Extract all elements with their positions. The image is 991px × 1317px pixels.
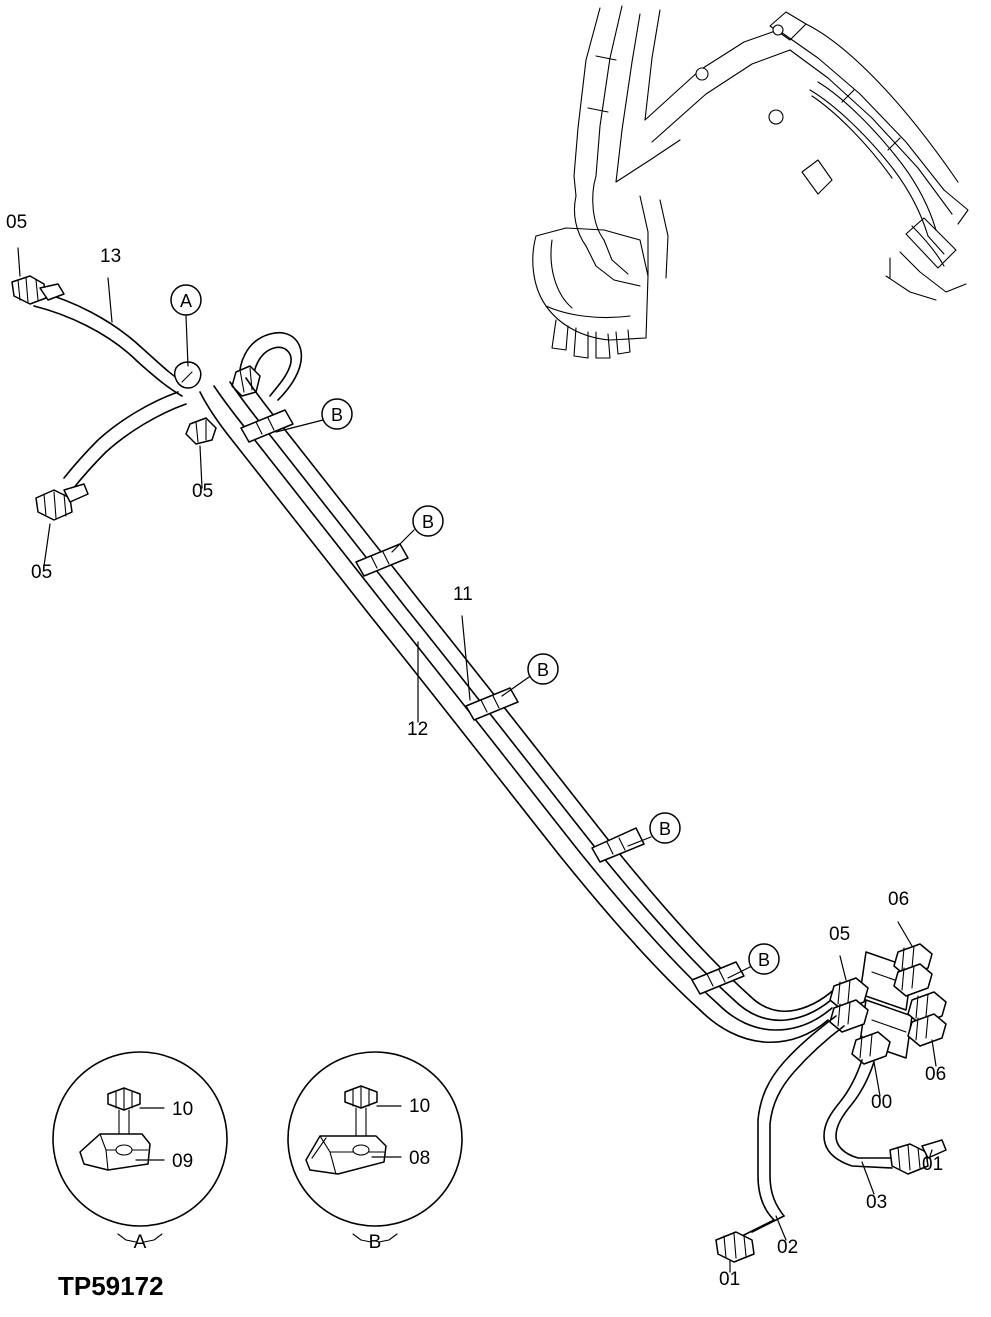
balloon-b-3 <box>528 654 558 684</box>
callout-06-top: 06 <box>888 889 910 910</box>
callout-01-right: 01 <box>922 1154 944 1175</box>
callout-05-top-left: 05 <box>6 212 28 233</box>
detail-a-bolt-label: 10 <box>172 1099 194 1120</box>
hose-clamp <box>592 828 644 862</box>
document-code: TP59172 <box>58 1271 164 1301</box>
balloon-a <box>171 285 201 315</box>
callout-01-bottom: 01 <box>719 1269 741 1290</box>
fitting-bottom <box>852 1032 890 1064</box>
svg-text:B: B <box>757 950 771 970</box>
svg-text:B: B <box>330 405 344 425</box>
callout-12: 12 <box>407 719 429 740</box>
fitting-cluster-top-right <box>894 944 932 996</box>
detail-a-base-label: 09 <box>172 1151 194 1172</box>
excavator-arm-illustration <box>533 6 968 358</box>
detail-a-letter: A <box>133 1232 147 1253</box>
callout-00: 00 <box>871 1092 893 1113</box>
callout-05-lower-left: 05 <box>31 562 53 583</box>
fitting-cluster-right <box>908 992 946 1046</box>
callout-05-mid-left: 05 <box>192 481 214 502</box>
callout-03: 03 <box>866 1192 888 1213</box>
svg-text:A: A <box>179 291 193 311</box>
detail-view-a <box>53 1052 227 1253</box>
detail-b-letter: B <box>368 1232 382 1253</box>
callout-labels <box>6 212 946 1290</box>
lower-tubes <box>716 1016 946 1262</box>
balloon-b-1 <box>322 399 352 429</box>
svg-text:B: B <box>421 512 435 532</box>
valve-manifold <box>830 944 946 1064</box>
hose-clamp <box>356 544 408 576</box>
svg-text:B: B <box>658 819 672 839</box>
detail-b-bolt-label: 10 <box>409 1096 431 1117</box>
detail-b-base-label: 08 <box>409 1148 431 1169</box>
balloon-b-4 <box>650 813 680 843</box>
callout-05-manifold: 05 <box>829 924 851 945</box>
hose-clamp <box>241 410 293 442</box>
svg-text:B: B <box>536 660 550 680</box>
balloon-b-5 <box>749 944 779 974</box>
balloon-b-2 <box>413 506 443 536</box>
detail-view-b <box>288 1052 462 1253</box>
callout-11: 11 <box>453 584 473 605</box>
reference-balloons <box>171 285 779 974</box>
callout-13: 13 <box>100 246 122 267</box>
callout-02: 02 <box>777 1237 799 1258</box>
callout-06-right: 06 <box>925 1064 947 1085</box>
fitting-cluster-left <box>830 978 868 1032</box>
hose-assembly <box>12 276 946 1262</box>
